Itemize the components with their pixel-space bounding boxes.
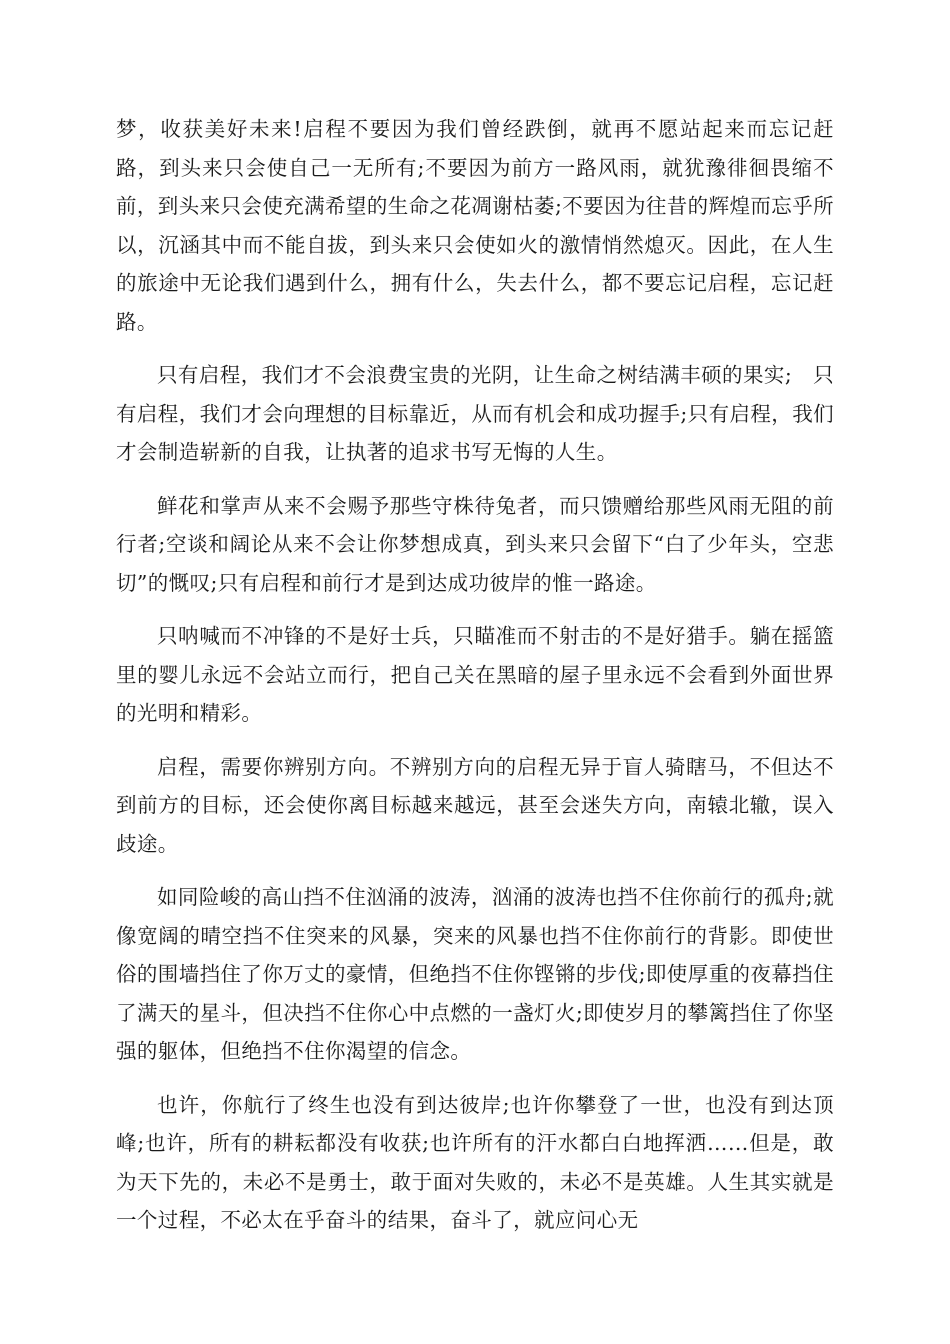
paragraph-1: 梦，收获美好未来!启程不要因为我们曾经跌倒，就再不愿站起来而忘记赶路，到头来只会使自己一无所有;不要因为前方一路风雨，就犹豫徘徊畏缩不前，到头来只会使充满希望的生命之花凋谢枯萎;不要因为往昔的辉煌而忘乎所以，沉涵其中而不能自拔，到头来只会使如火的激情悄然熄灭。因此，在人生的旅途中无论我们遇到什么，拥有什么，失去什么，都不要忘记启程，忘记赶路。 — [116, 117, 834, 334]
paragraph-5: 启程，需要你辨别方向。不辨别方向的启程无异于盲人骑瞎马，不但达不到前方的目标，还会使你离目标越来越远，甚至会迷失方向，南辕北辙，误入歧途。 — [116, 754, 834, 856]
paragraph-6: 如同险峻的高山挡不住汹涌的波涛，汹涌的波涛也挡不住你前行的孤舟;就像宽阔的晴空挡不住突来的风暴，突来的风暴也挡不住你前行的背影。即使世俗的围墙挡住了你万丈的豪情，但绝挡不住你铿锵的步伐;即使厚重的夜幕挡住了满天的星斗，但决挡不住你心中点燃的一盏灯火;即使岁月的攀篱挡住了你坚强的躯体，但绝挡不住你渴望的信念。 — [116, 885, 834, 1063]
paragraph-4: 只呐喊而不冲锋的不是好士兵，只瞄准而不射击的不是好猎手。躺在摇篮里的婴儿永远不会站立而行，把自己关在黑暗的屋子里永远不会看到外面世界的光明和精彩。 — [116, 624, 834, 725]
paragraph-2: 只有启程，我们才不会浪费宝贵的光阴，让生命之树结满丰硕的果实; 只有启程，我们才会向理想的目标靠近，从而有机会和成功握手;只有启程，我们才会制造崭新的自我，让执著的追求书写无悔的人生。 — [116, 363, 834, 464]
document-body — [116, 110, 834, 1255]
paragraph-7: 也许，你航行了终生也没有到达彼岸;也许你攀登了一世，也没有到达顶峰;也许，所有的耕耘都没有收获;也许所有的汗水都白白地挥洒……但是，敢为天下先的，未必不是勇士，敢于面对失败的，未必不是英雄。人生其实就是一个过程，不必太在乎奋斗的结果，奋斗了，就应问心无 — [116, 1092, 834, 1232]
paragraph-3: 鲜花和掌声从来不会赐予那些守株待兔者，而只馈赠给那些风雨无阻的前行者;空谈和阔论从来不会让你梦想成真，到头来只会留下“白了少年头，空悲切”的慨叹;只有启程和前行才是到达成功彼岸的惟一路途。 — [116, 493, 834, 595]
